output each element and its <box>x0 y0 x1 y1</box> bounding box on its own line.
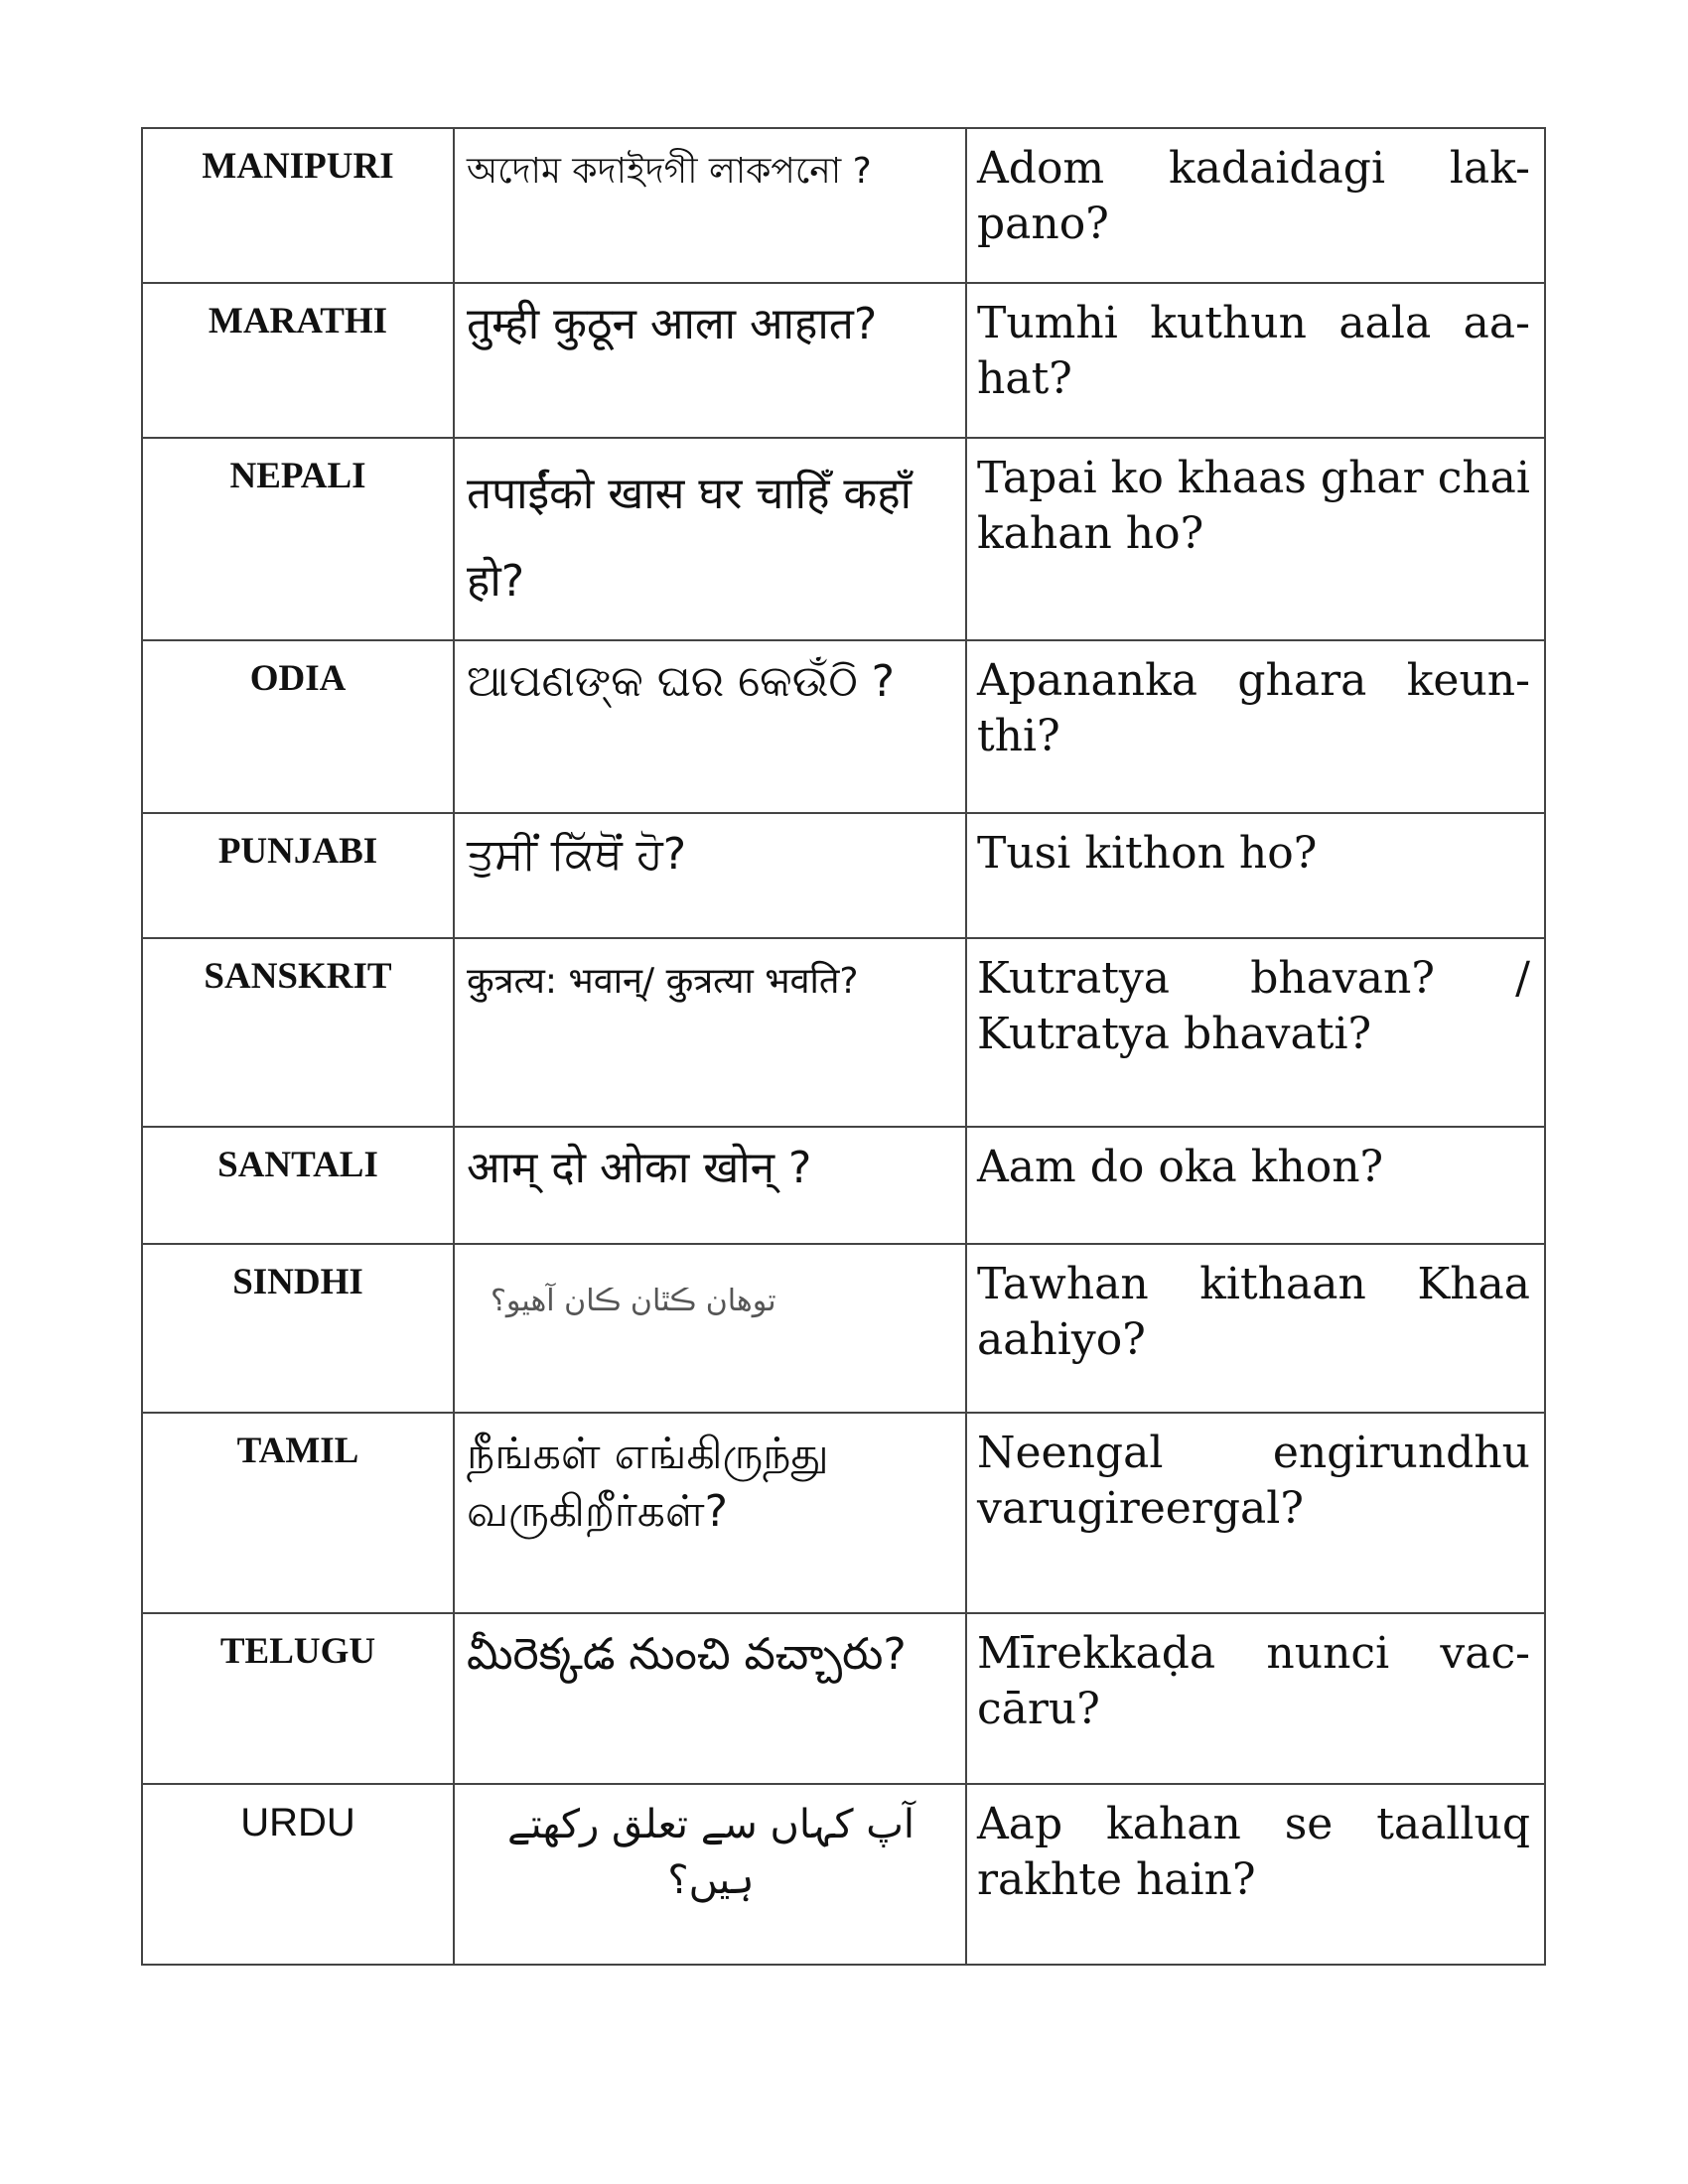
romanized-phrase: Tawhan kithaan Khaa aahiyo? <box>966 1244 1545 1413</box>
native-phrase: অদোম কদাইদগী লাকপনো ? <box>454 128 966 283</box>
romanized-phrase: Apananka ghara keun-thi? <box>966 640 1545 813</box>
phrase-table <box>141 127 1546 1966</box>
native-phrase: آپ کہاں سے تعلق رکھتے ہیں؟ <box>454 1784 966 1965</box>
romanized-phrase: Tapai ko khaas ghar chai kahan ho? <box>966 438 1545 640</box>
native-phrase: तुम्ही कुठून आला आहात? <box>454 283 966 438</box>
language-name: MARATHI <box>142 283 454 438</box>
table-row <box>142 1784 1545 1965</box>
table-row <box>142 1413 1545 1613</box>
table-row <box>142 438 1545 640</box>
table-row <box>142 128 1545 283</box>
table-row <box>142 1613 1545 1784</box>
romanized-phrase: Aap kahan se taalluq rakhte hain? <box>966 1784 1545 1965</box>
romanized-phrase: Tumhi kuthun aala aa-hat? <box>966 283 1545 438</box>
language-name: TAMIL <box>142 1413 454 1613</box>
romanized-phrase: Adom kadaidagi lak-pano? <box>966 128 1545 283</box>
table-row <box>142 1244 1545 1413</box>
language-name: ODIA <box>142 640 454 813</box>
table-row <box>142 283 1545 438</box>
native-phrase: మీరెక్కడ నుంచి వచ్చారు? <box>454 1613 966 1784</box>
table-row <box>142 938 1545 1127</box>
romanized-phrase: Mīrekkaḍa nunci vac-cāru? <box>966 1613 1545 1784</box>
native-phrase: ଆପଣଙ୍କ ଘର କେଉଁଠି ? <box>454 640 966 813</box>
language-name: SINDHI <box>142 1244 454 1413</box>
language-name: SANTALI <box>142 1127 454 1244</box>
native-phrase: आम् दो ओका खोन् ? <box>454 1127 966 1244</box>
native-phrase: ਤੁਸੀਂ ਕਿੱਥੋਂ ਹੋ? <box>454 813 966 938</box>
language-name: PUNJABI <box>142 813 454 938</box>
language-name: MANIPURI <box>142 128 454 283</box>
romanized-phrase: Neengal engirundhu varugireergal? <box>966 1413 1545 1613</box>
romanized-phrase: Aam do oka khon? <box>966 1127 1545 1244</box>
language-name: NEPALI <box>142 438 454 640</box>
romanized-phrase: Kutratya bhavan? / Kutratya bhavati? <box>966 938 1545 1127</box>
native-phrase: توهان ڪٿان ڪان آهيو؟ <box>454 1244 966 1413</box>
language-name: TELUGU <box>142 1613 454 1784</box>
native-phrase: कुत्रत्य: भवान्/ कुत्रत्या भवति? <box>454 938 966 1127</box>
table-row <box>142 640 1545 813</box>
language-name: SANSKRIT <box>142 938 454 1127</box>
table-row <box>142 813 1545 938</box>
romanized-phrase: Tusi kithon ho? <box>966 813 1545 938</box>
table-row <box>142 1127 1545 1244</box>
language-name: URDU <box>142 1784 454 1965</box>
native-phrase: நீங்கள் எங்கிருந்து வருகிறீர்கள்? <box>454 1413 966 1613</box>
native-phrase: तपाईंको खास घर चाहिँ कहाँ हो? <box>454 438 966 640</box>
